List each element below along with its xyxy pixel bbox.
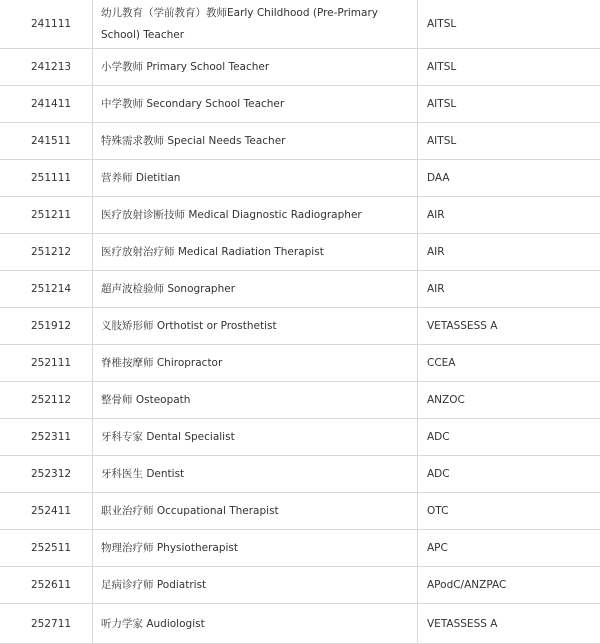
- occupation-name: 牙科专家 Dental Specialist: [93, 419, 418, 456]
- occupation-code: 251912: [0, 308, 93, 345]
- table-row: [0, 567, 600, 604]
- occupation-name: 足病诊疗师 Podiatrist: [93, 567, 418, 604]
- assessing-authority: APC: [418, 530, 600, 567]
- assessing-authority: AIR: [418, 234, 600, 271]
- occupation-code: 241213: [0, 49, 93, 86]
- assessing-authority: CCEA: [418, 345, 600, 382]
- assessing-authority: APodC/ANZPAC: [418, 567, 600, 604]
- table-row: [0, 160, 600, 197]
- occupation-name: 幼儿教育（学前教育）教师Early Childhood (Pre-Primary School) Teacher: [93, 0, 418, 49]
- occupation-name: 中学教师 Secondary School Teacher: [93, 86, 418, 123]
- table-row: [0, 271, 600, 308]
- occupation-name: 小学教师 Primary School Teacher: [93, 49, 418, 86]
- assessing-authority: ANZOC: [418, 382, 600, 419]
- table-row: [0, 234, 600, 271]
- table-row: [0, 456, 600, 493]
- table-row: [0, 530, 600, 567]
- occupation-name: 特殊需求教师 Special Needs Teacher: [93, 123, 418, 160]
- assessing-authority: AITSL: [418, 86, 600, 123]
- table-row: [0, 493, 600, 530]
- assessing-authority: AITSL: [418, 0, 600, 49]
- table-row: [0, 345, 600, 382]
- occupation-code: 252611: [0, 567, 93, 604]
- occupation-code: 251214: [0, 271, 93, 308]
- occupation-code: 252311: [0, 419, 93, 456]
- occupation-name: 营养师 Dietitian: [93, 160, 418, 197]
- occupation-name: 物理治疗师 Physiotherapist: [93, 530, 418, 567]
- occupation-code: 241511: [0, 123, 93, 160]
- assessing-authority: ADC: [418, 456, 600, 493]
- occupation-code: 241111: [0, 0, 93, 49]
- table-row: [0, 123, 600, 160]
- table-row: [0, 49, 600, 86]
- table-row: [0, 382, 600, 419]
- occupation-name: 听力学家 Audiologist: [93, 604, 418, 644]
- table-row: [0, 197, 600, 234]
- assessing-authority: VETASSESS A: [418, 604, 600, 644]
- occupation-code: 252511: [0, 530, 93, 567]
- assessing-authority: AIR: [418, 197, 600, 234]
- occupation-name: 超声波检验师 Sonographer: [93, 271, 418, 308]
- occupation-code: 251211: [0, 197, 93, 234]
- assessing-authority: DAA: [418, 160, 600, 197]
- occupation-name: 义肢矫形师 Orthotist or Prosthetist: [93, 308, 418, 345]
- occupation-name: 脊椎按摩师 Chiropractor: [93, 345, 418, 382]
- occupation-name: 牙科医生 Dentist: [93, 456, 418, 493]
- assessing-authority: VETASSESS A: [418, 308, 600, 345]
- occupation-code: 251212: [0, 234, 93, 271]
- table-row: [0, 308, 600, 345]
- occupation-code: 252312: [0, 456, 93, 493]
- assessing-authority: OTC: [418, 493, 600, 530]
- occupation-name: 职业治疗师 Occupational Therapist: [93, 493, 418, 530]
- occupation-name: 医疗放射诊断技师 Medical Diagnostic Radiographer: [93, 197, 418, 234]
- occupation-code: 252111: [0, 345, 93, 382]
- occupation-code: 251111: [0, 160, 93, 197]
- assessing-authority: AIR: [418, 271, 600, 308]
- occupation-code: 252711: [0, 604, 93, 644]
- occupation-code: 252112: [0, 382, 93, 419]
- occupation-code: 252411: [0, 493, 93, 530]
- occupation-name: 整骨师 Osteopath: [93, 382, 418, 419]
- table-row: [0, 419, 600, 456]
- assessing-authority: ADC: [418, 419, 600, 456]
- table-row: [0, 0, 600, 49]
- table-row: [0, 86, 600, 123]
- occupation-code: 241411: [0, 86, 93, 123]
- assessing-authority: AITSL: [418, 123, 600, 160]
- occupation-name: 医疗放射治疗师 Medical Radiation Therapist: [93, 234, 418, 271]
- assessing-authority: AITSL: [418, 49, 600, 86]
